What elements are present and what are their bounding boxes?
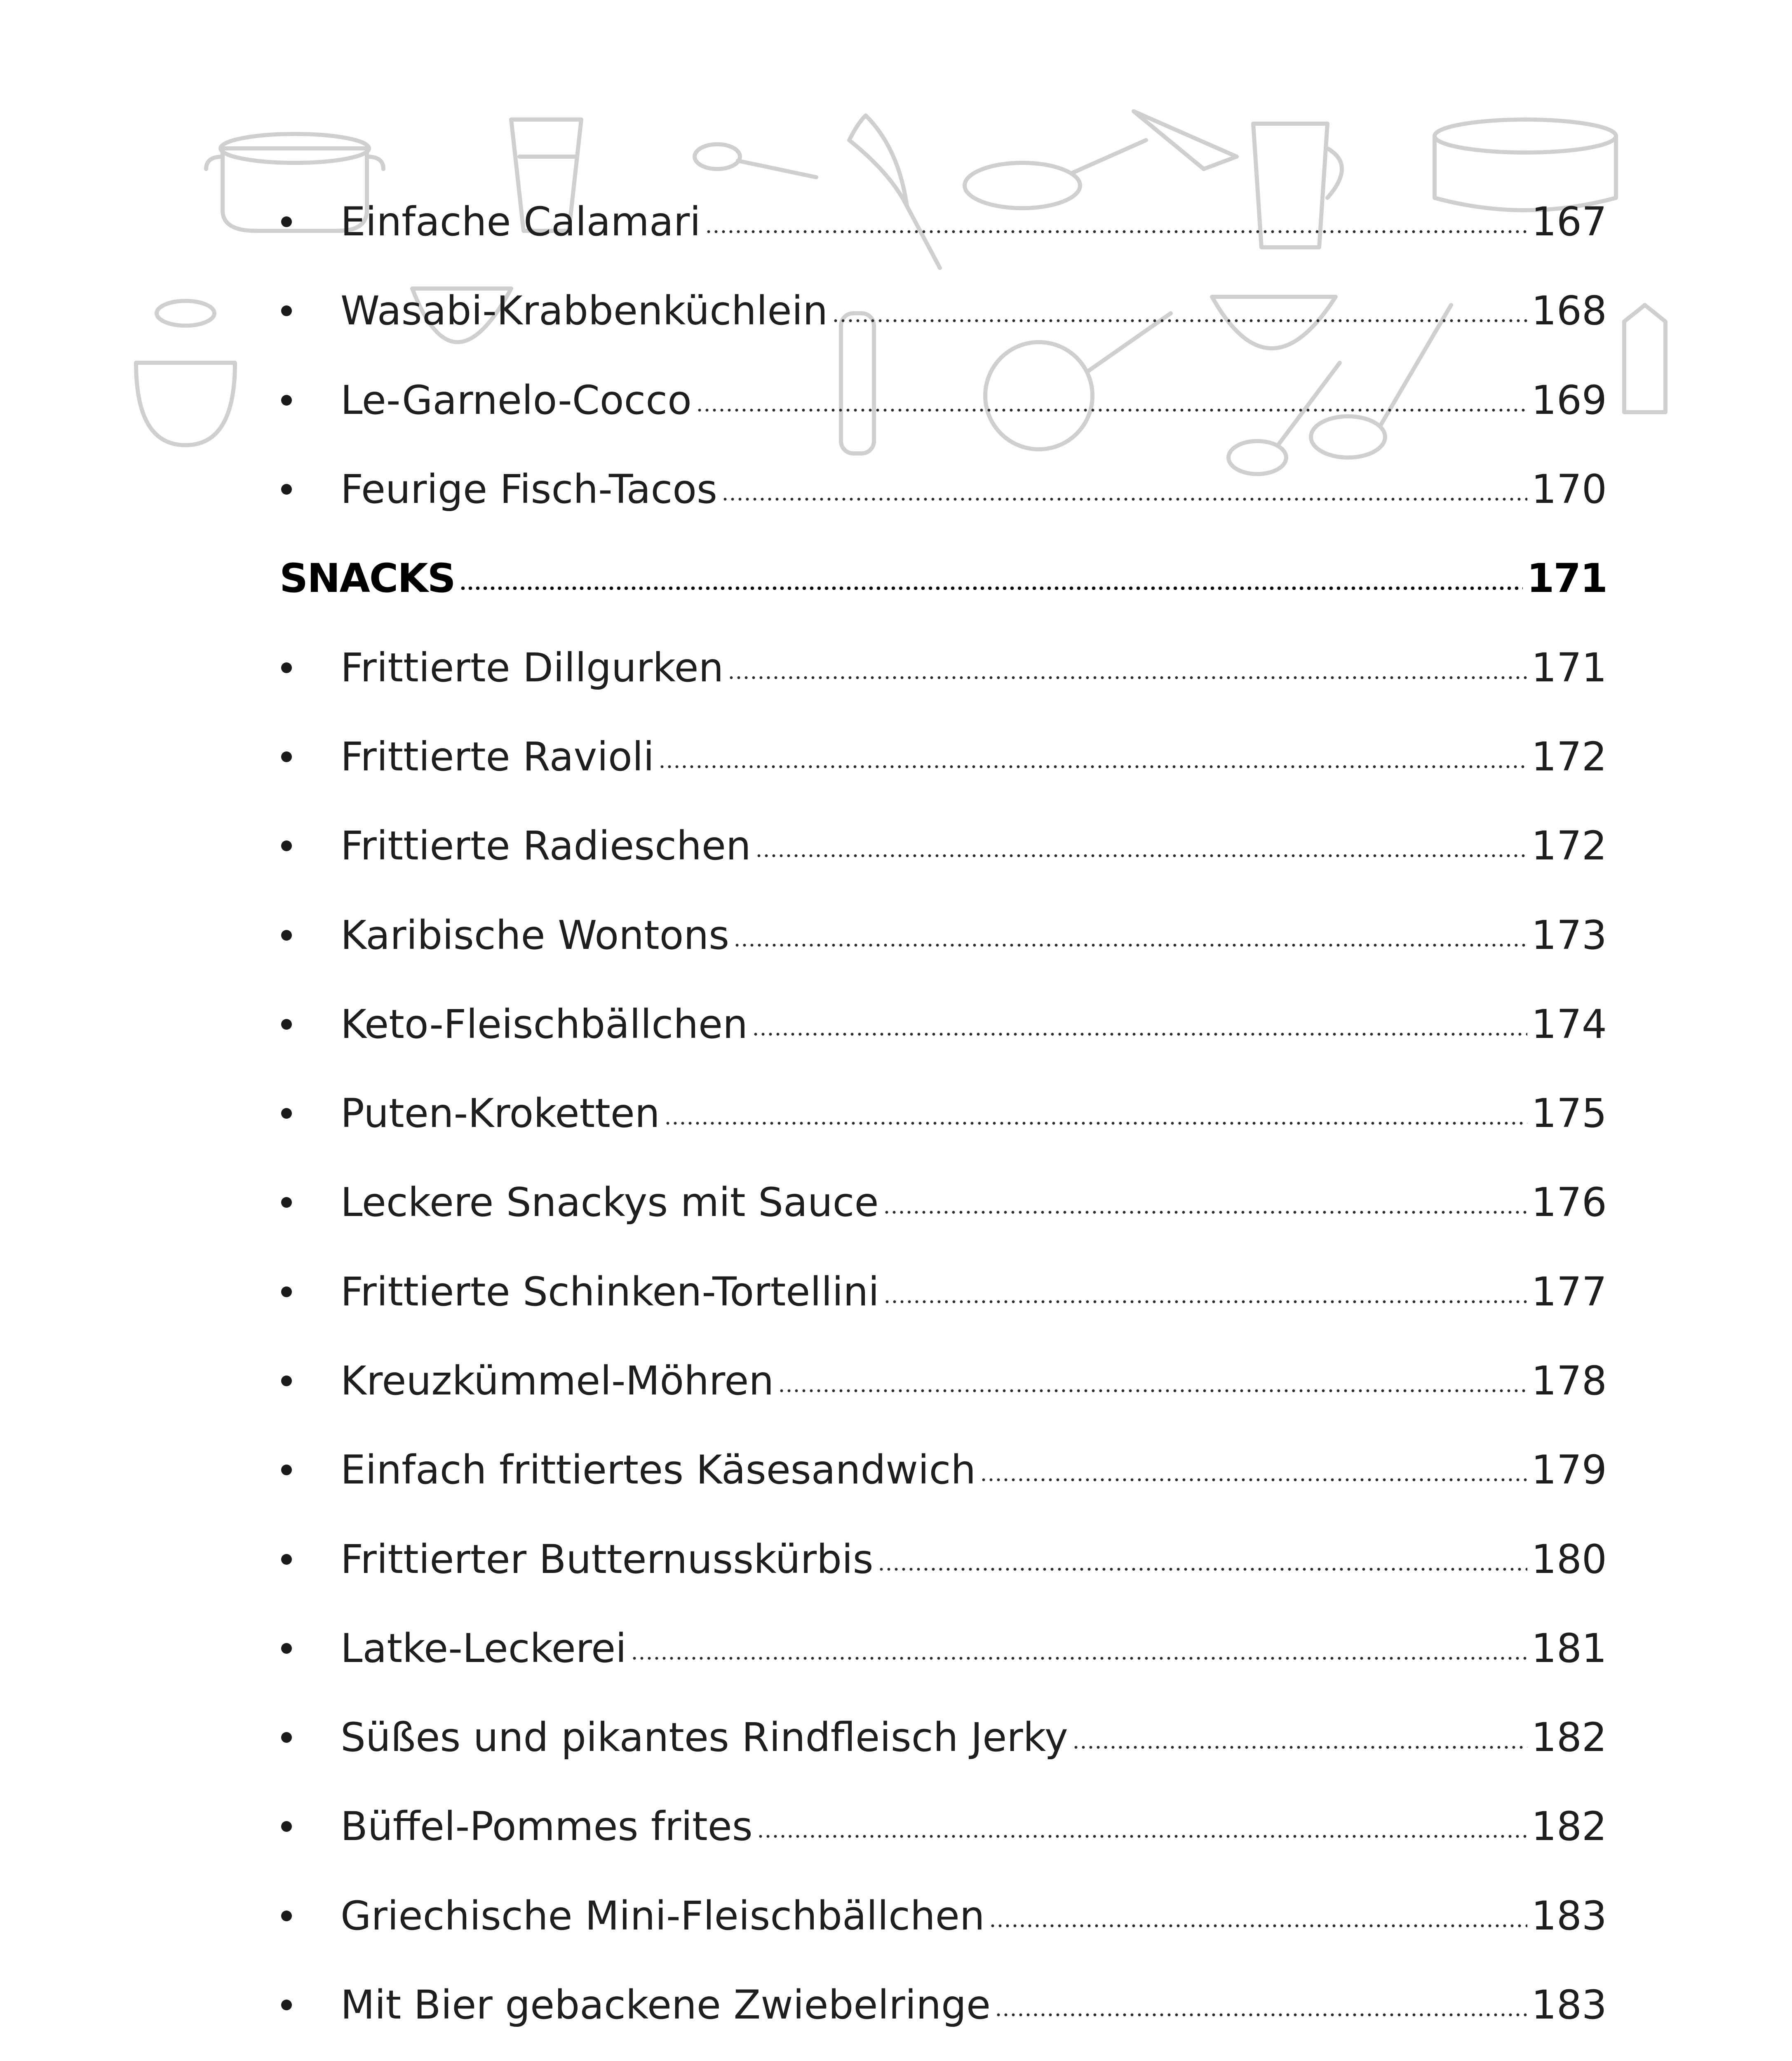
dot-leader [883,1272,1527,1312]
toc-entry[interactable] [279,1782,1607,1871]
bullet-icon [281,484,292,495]
dot-leader [778,1361,1527,1401]
table-of-contents [279,177,1607,2061]
toc-entry[interactable] [279,177,1607,266]
bullet-icon [281,930,292,941]
toc-entry-page: 183 [1531,1982,1607,2028]
bullet-icon [281,1643,292,1654]
toc-entry[interactable] [279,1693,1607,1782]
dot-leader [989,1896,1527,1936]
bullet-icon [281,216,292,227]
toc-entry[interactable] [279,356,1607,445]
toc-entry-title: Süßes und pikantes Rindfleisch Jerky [341,1714,1068,1761]
toc-entry-title: Griechische Mini-Fleischbällchen [341,1892,985,1939]
dot-leader [721,469,1527,509]
toc-entry-page: 168 [1531,288,1607,334]
toc-entry-page: 171 [1531,644,1607,691]
toc-entry[interactable] [279,1514,1607,1603]
bullet-icon [281,395,292,406]
toc-entry[interactable] [279,801,1607,890]
toc-entry-page: 167 [1531,199,1607,245]
dot-leader [728,648,1527,688]
dot-leader [705,202,1527,242]
toc-entry[interactable] [279,890,1607,979]
toc-entry[interactable] [279,980,1607,1069]
toc-entry-page: 180 [1531,1536,1607,1582]
bullet-icon [281,1821,292,1832]
toc-entry-page: 176 [1531,1179,1607,1226]
toc-entry-title: Mit Bier gebackene Zwiebelringe [341,1982,991,2028]
toc-entry-page: 174 [1531,1001,1607,1047]
toc-entry-page: 179 [1531,1447,1607,1493]
bullet-icon [281,1376,292,1386]
bullet-icon [281,662,292,673]
toc-entry-page: 183 [1531,1892,1607,1939]
toc-entry-page: 175 [1531,1090,1607,1137]
dot-leader [696,380,1527,420]
dot-leader [755,826,1527,866]
toc-entry-title: Frittierte Radieschen [341,823,751,869]
toc-section-heading[interactable] [279,534,1607,623]
dot-leader [752,1005,1527,1044]
bullet-icon [281,1286,292,1297]
toc-entry-page: 178 [1531,1358,1607,1404]
toc-entry-page: 177 [1531,1268,1607,1315]
toc-entry[interactable] [279,1247,1607,1336]
toc-entry-title: Le-Garnelo-Cocco [341,377,692,423]
toc-entry[interactable] [279,712,1607,801]
dot-leader [757,1807,1527,1846]
bullet-icon [281,1911,292,1921]
toc-entry-page: 182 [1531,1803,1607,1850]
toc-entry[interactable] [279,1336,1607,1425]
section-page: 171 [1527,555,1607,602]
toc-entry-title: Frittierte Schinken-Tortellini [341,1268,879,1315]
bullet-icon [281,2000,292,2010]
toc-entry-page: 172 [1531,823,1607,869]
toc-entry[interactable] [279,266,1607,355]
dot-leader [995,1985,1527,2025]
bullet-icon [281,1554,292,1565]
toc-entry-title: Leckere Snackys mit Sauce [341,1179,879,1226]
dot-leader [631,1629,1527,1668]
toc-entry-title: Einfach frittiertes Käsesandwich [341,1447,976,1493]
dot-leader [664,1094,1527,1133]
dot-leader [733,915,1527,955]
sugar-bowl-icon [136,301,235,445]
bullet-icon [281,840,292,851]
toc-entry-page: 172 [1531,733,1607,780]
toc-entry[interactable] [279,445,1607,534]
toc-entry-page: 169 [1531,377,1607,423]
bullet-icon [281,1465,292,1475]
toc-entry-title: Latke-Leckerei [341,1625,627,1671]
toc-entry[interactable] [279,1871,1607,1960]
toc-entry-page: 170 [1531,466,1607,513]
toc-entry-page: 182 [1531,1714,1607,1761]
toc-entry-title: Wasabi-Krabbenküchlein [341,288,828,334]
toc-entry-title: Karibische Wontons [341,912,730,958]
bullet-icon [281,1108,292,1119]
dot-leader [459,559,1523,598]
bullet-icon [281,1732,292,1743]
dot-leader [658,737,1527,777]
toc-entry[interactable] [279,2049,1607,2061]
bullet-icon [281,1019,292,1030]
bullet-icon [281,305,292,316]
grater-icon [1624,305,1665,412]
toc-entry-title: Puten-Kroketten [341,1090,660,1137]
toc-entry-title: Keto-Fleischbällchen [341,1001,748,1047]
toc-entry[interactable] [279,623,1607,712]
toc-entry[interactable] [279,1069,1607,1158]
toc-entry-page: 173 [1531,912,1607,958]
toc-entry-title: Einfache Calamari [341,199,701,245]
bullet-icon [281,1197,292,1208]
toc-entry-title: Frittierte Ravioli [341,733,655,780]
section-title: SNACKS [279,555,455,602]
toc-entry-page: 181 [1531,1625,1607,1671]
toc-entry[interactable] [279,1960,1607,2049]
dot-leader [1072,1718,1527,1757]
toc-entry-title: Feurige Fisch-Tacos [341,466,718,513]
toc-entry-title: Büffel-Pommes frites [341,1803,753,1850]
bullet-icon [281,751,292,762]
dot-leader [878,1540,1527,1579]
dot-leader [832,291,1527,331]
toc-entry[interactable] [279,1604,1607,1693]
spoon-icon [695,144,816,177]
toc-entry-title: Frittierte Dillgurken [341,644,724,691]
dot-leader [883,1183,1527,1222]
knife-icon [1134,111,1237,169]
dot-leader [980,1450,1527,1490]
toc-entry-title: Frittierter Butternusskürbis [341,1536,874,1582]
toc-entry[interactable] [279,1425,1607,1514]
toc-entry[interactable] [279,1158,1607,1247]
toc-entry-title: Kreuzkümmel-Möhren [341,1358,774,1404]
